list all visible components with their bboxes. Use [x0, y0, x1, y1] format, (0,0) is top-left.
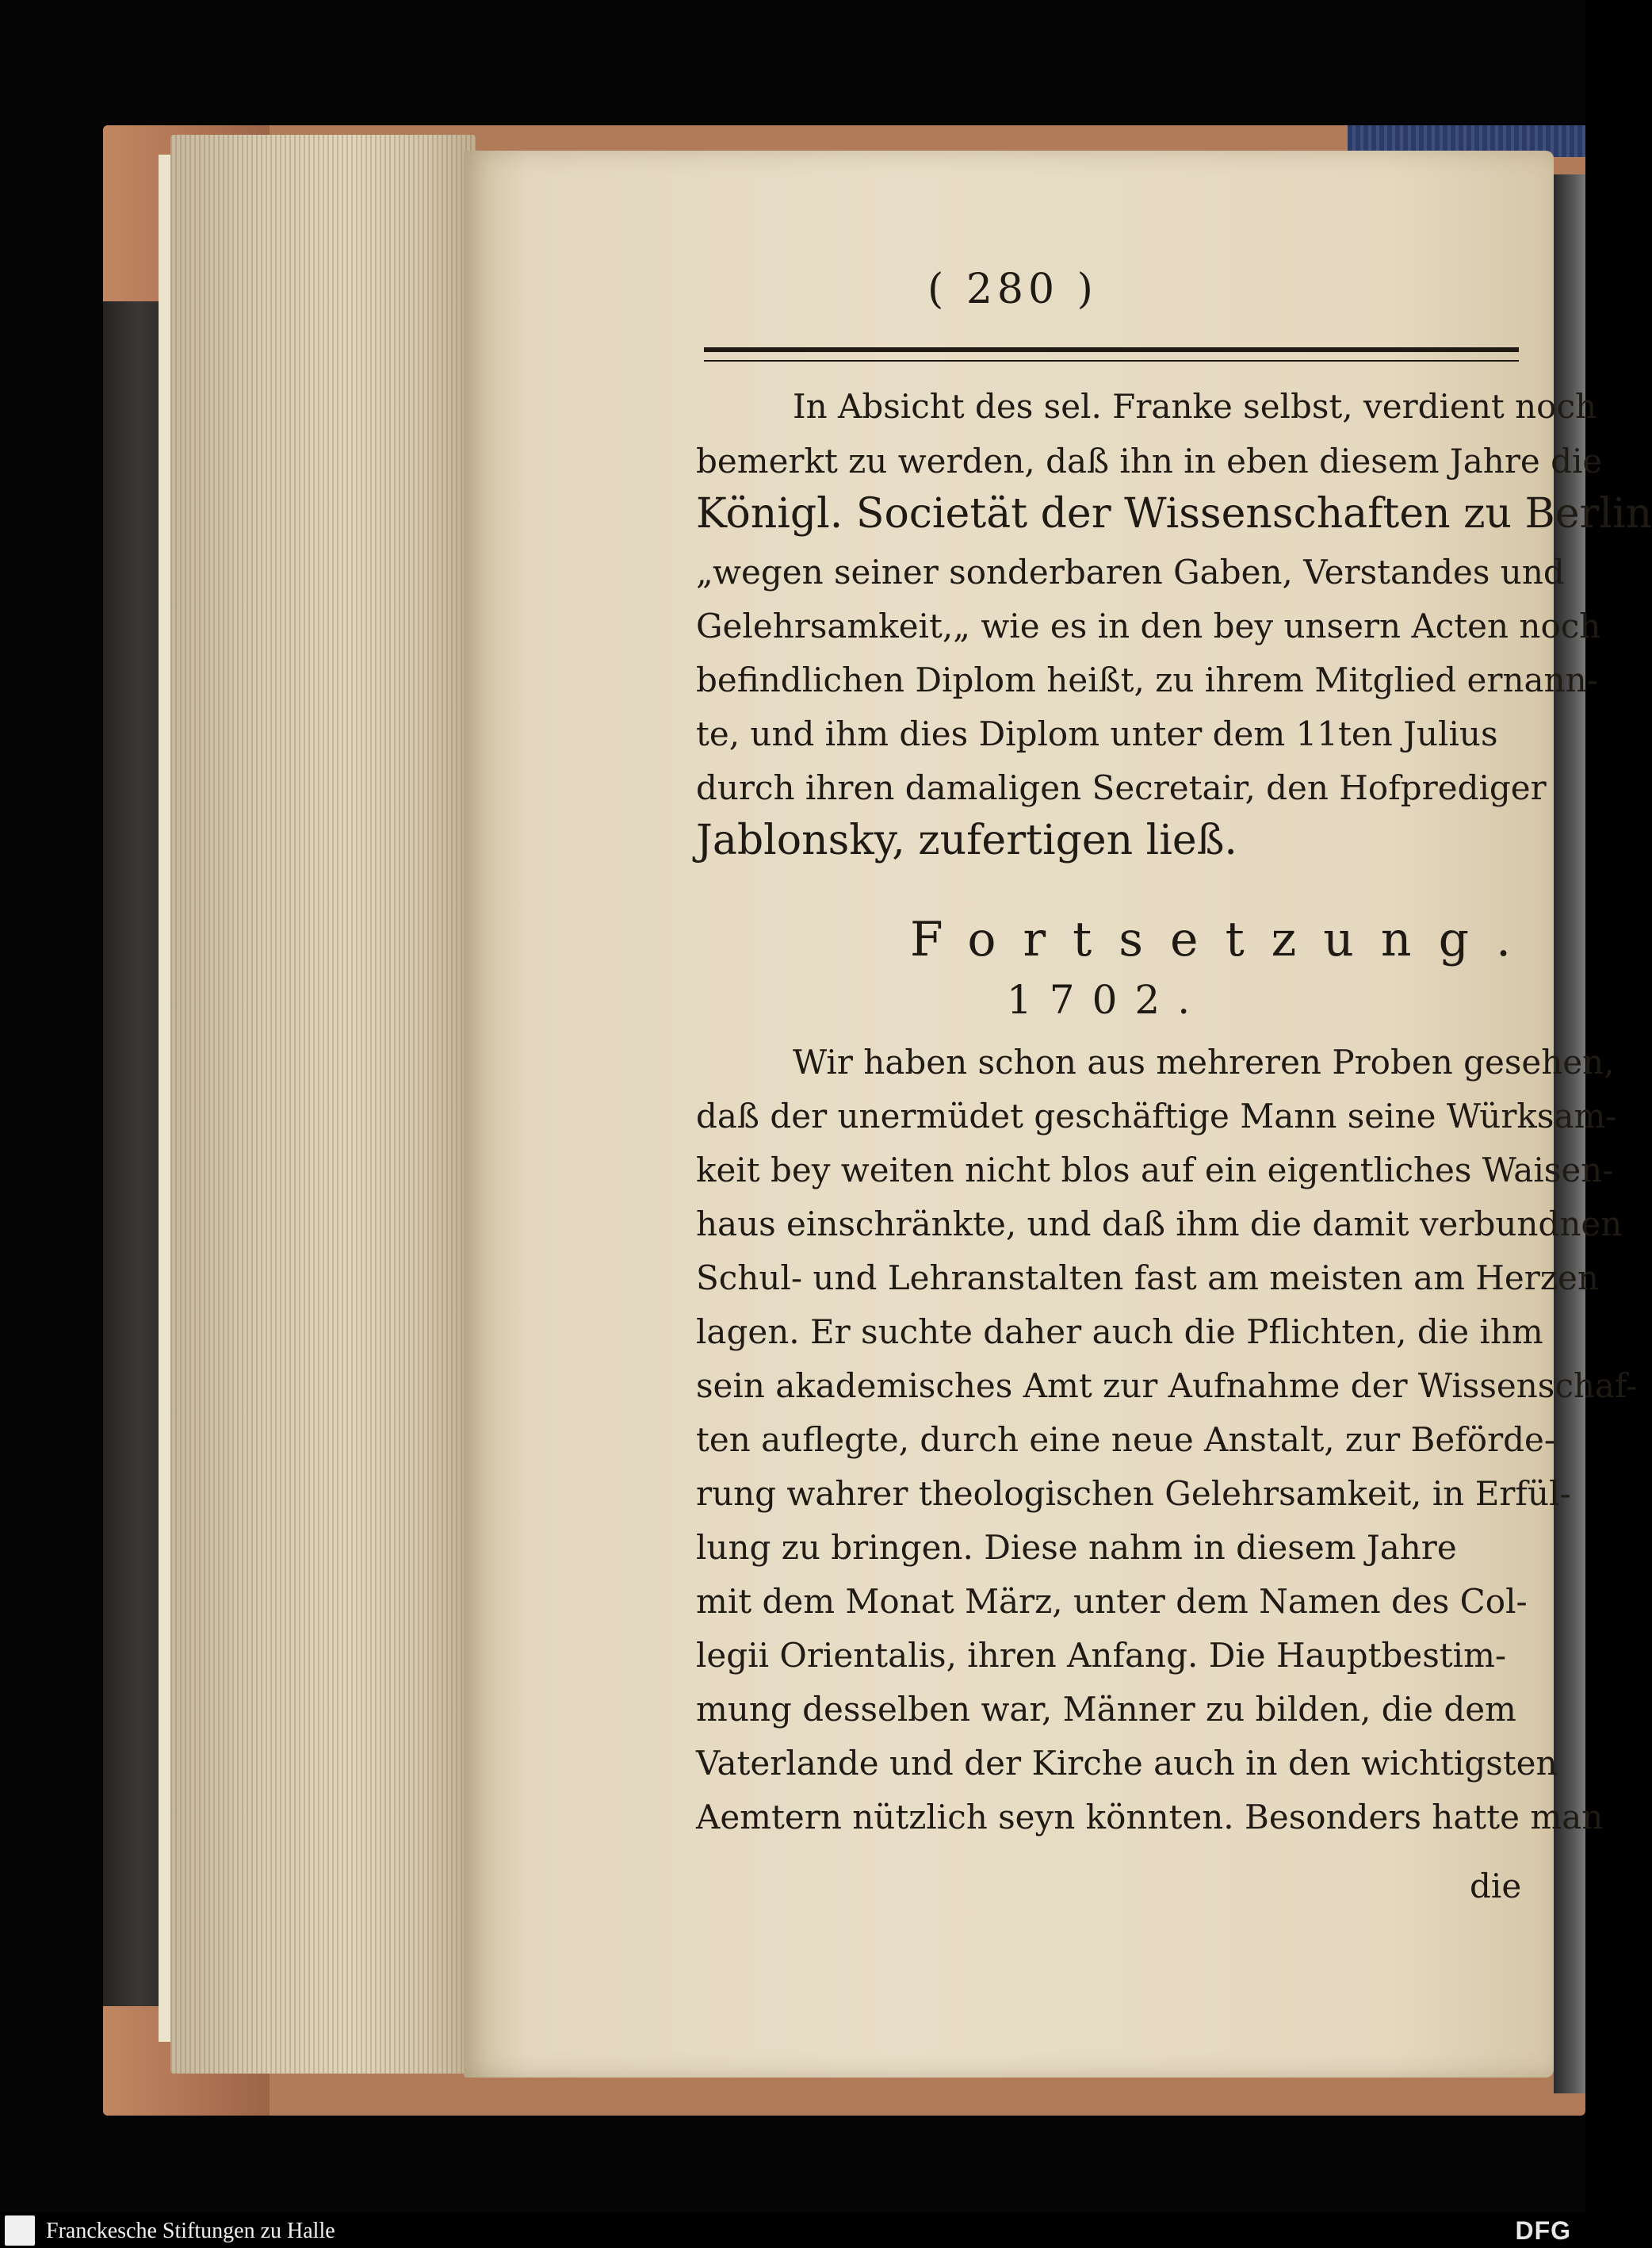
text-line: legii Orientalis, ihren Anfang. Die Hauptbestim-	[696, 1636, 1507, 1675]
dfg-logo: DFG	[1515, 2216, 1571, 2245]
text-line: Königl. Societät der Wissenschaften zu Berlin	[696, 490, 1652, 538]
catchword: die	[1470, 1867, 1522, 1905]
section-year: 1702.	[1007, 977, 1208, 1023]
text-line: Wir haben schon aus mehreren Proben gesehen,	[793, 1043, 1615, 1082]
text-line: ten auflegte, durch eine neue Anstalt, zur Beförde-	[696, 1420, 1556, 1459]
text-line: Vaterlande und der Kirche auch in den wichtigsten	[696, 1744, 1558, 1783]
header-rule	[704, 347, 1519, 362]
text-line: Gelehrsamkeit,„ wie es in den bey unsern Acten noch	[696, 607, 1601, 645]
text-line: te, und ihm dies Diplom unter dem 11ten Julius	[696, 714, 1498, 753]
text-line: keit bey weiten nicht blos auf ein eigentliches Waisen-	[696, 1151, 1614, 1189]
text-line: In Absicht des sel. Franke selbst, verdient noch	[793, 387, 1597, 426]
text-line: Schul- und Lehranstalten fast am meisten am Herzen	[696, 1258, 1599, 1297]
text-line: bemerkt zu werden, daß ihn in eben diesem Jahre die	[696, 442, 1603, 481]
text-line: befindlichen Diplom heißt, zu ihrem Mitglied ernann-	[696, 661, 1598, 699]
institution-name: Franckesche Stiftungen zu Halle	[46, 2219, 335, 2243]
text-line: rung wahrer theologischen Gelehrsamkeit, in Erfül-	[696, 1474, 1571, 1513]
section-title: Fortsetzung.	[910, 912, 1539, 967]
text-line: „wegen seiner sonderbaren Gaben, Verstandes und	[696, 553, 1565, 592]
text-line: sein akademisches Amt zur Aufnahme der Wissenschaf-	[696, 1366, 1638, 1405]
institution-logo-icon	[5, 2215, 35, 2246]
text-line: durch ihren damaligen Secretair, den Hofprediger	[696, 768, 1547, 807]
text-line: lung zu bringen. Diese nahm in diesem Jahre	[696, 1528, 1457, 1567]
text-line: mung desselben war, Männer zu bilden, die dem	[696, 1690, 1516, 1729]
text-line: daß der unermüdet geschäftige Mann seine Würksam-	[696, 1097, 1617, 1135]
page-number: ( 280 )	[927, 266, 1098, 313]
text-line: lagen. Er suchte daher auch die Pflichten, die ihm	[696, 1312, 1543, 1351]
text-line: Aemtern nützlich seyn könnten. Besonders hatte man	[696, 1798, 1604, 1836]
text-line: haus einschränkte, und daß ihm die damit verbundnen	[696, 1204, 1623, 1243]
text-line: Jablonsky, zufertigen ließ.	[696, 817, 1237, 864]
text-line: mit dem Monat März, unter dem Namen des Col-	[696, 1582, 1528, 1621]
